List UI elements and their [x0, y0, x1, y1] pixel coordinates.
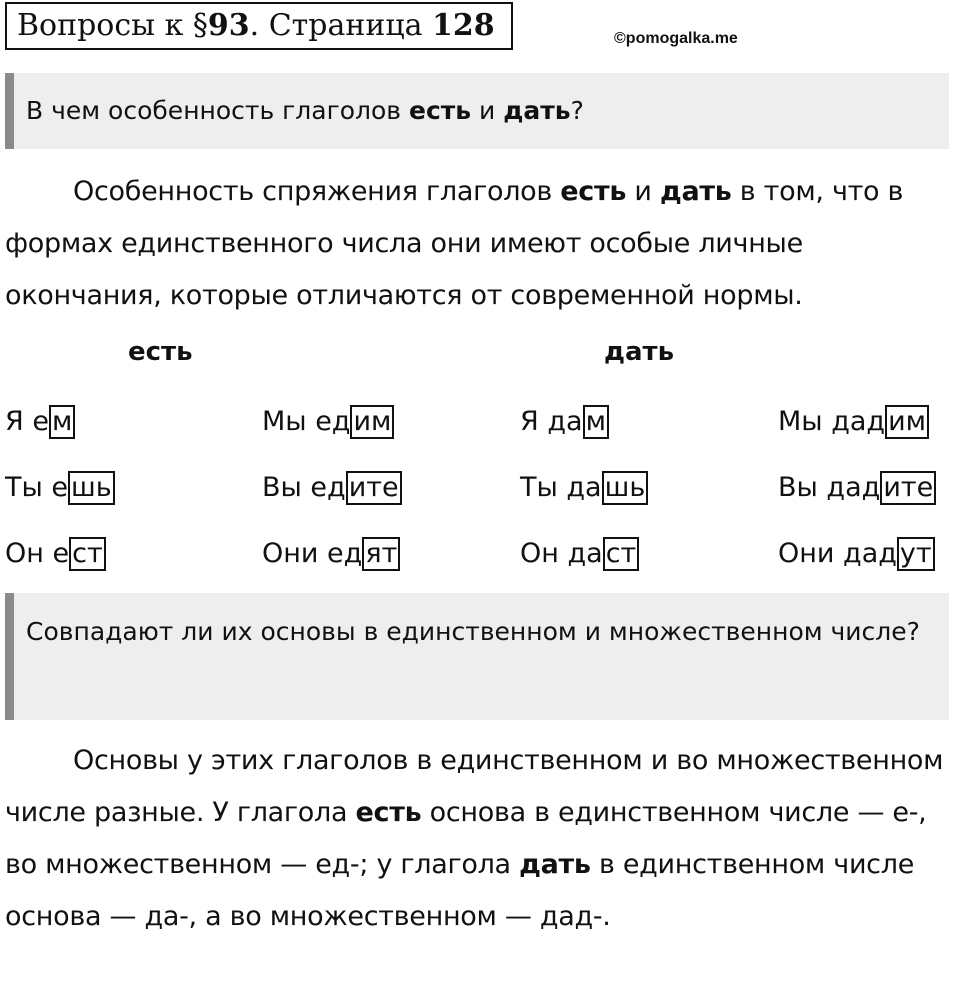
conj-ending: ст [69, 537, 106, 571]
q1-bold-1: есть [408, 96, 472, 125]
conj-stem: Мы ед [262, 406, 351, 437]
conj-cell [262, 470, 402, 506]
conj-ending: ите [880, 471, 936, 505]
conj-cell [5, 470, 115, 506]
a2-text-2: основа в единственном числе — е-, во множественном — ед-; у глагола [5, 797, 927, 880]
conj-ending: ят [362, 537, 400, 571]
question-1 [5, 73, 949, 149]
header-mid: . Страница [249, 8, 433, 43]
conj-cell [778, 470, 936, 506]
conj-ending: им [885, 405, 929, 439]
conj-cell [262, 404, 394, 440]
conj-stem: Вы дад [778, 472, 881, 503]
a1-bold-1: есть [560, 176, 627, 207]
conj-cell [520, 470, 648, 506]
header-section: 93 [207, 8, 250, 43]
conj-stem: Он да [520, 538, 603, 569]
site-watermark: ©pomogalka.me [614, 30, 738, 47]
conj-cell [5, 536, 106, 572]
conj-cell [262, 536, 400, 572]
conj-ending: м [583, 405, 609, 439]
a2-bold-1: есть [355, 797, 422, 828]
conj-cell [520, 536, 639, 572]
conj-heading-left: есть [128, 337, 193, 367]
a1-text-1: Особенность спряжения глаголов [73, 176, 561, 207]
conj-stem: Они дад [778, 538, 897, 569]
header-page: 128 [432, 8, 495, 43]
a1-bold-2: дать [659, 176, 732, 207]
conj-cell [520, 404, 609, 440]
conj-ending: ут [897, 537, 935, 571]
conj-ending: ст [603, 537, 640, 571]
conj-stem: Ты е [5, 472, 69, 503]
conj-ending: м [49, 405, 75, 439]
a2-text-1: Основы у этих глаголов в единственном и во множественном числе разные. У глагола [5, 745, 944, 828]
conj-cell [778, 536, 935, 572]
q1-bold-2: дать [503, 96, 571, 125]
q1-text-c: и [471, 96, 504, 125]
page-header [5, 2, 513, 50]
conj-ending: им [350, 405, 394, 439]
conj-ending: ите [346, 471, 402, 505]
conj-stem: Я е [5, 406, 49, 437]
a2-bold-2: дать [519, 849, 591, 880]
conj-stem: Вы ед [262, 472, 346, 503]
conj-stem: Ты да [520, 472, 602, 503]
conj-cell [778, 404, 929, 440]
q1-text-d: ? [570, 96, 584, 125]
conj-stem: Я да [520, 406, 583, 437]
conj-stem: Он е [5, 538, 70, 569]
question-2: Совпадают ли их основы в единственном и множественном числе? [5, 593, 949, 720]
answer-1 [5, 166, 955, 322]
conj-stem: Они ед [262, 538, 363, 569]
conj-heading-right: дать [604, 337, 675, 367]
a1-text-2: и [626, 176, 660, 207]
conj-cell [5, 404, 75, 440]
a1-text-3: в том, что в формах единственного числа они имеют особые личные окончания, которые отличаются от современной нормы. [5, 176, 904, 311]
conj-stem: Мы дад [778, 406, 886, 437]
a2-text-3: в единственном числе основа — да-, а во множественном — дад-. [5, 849, 914, 932]
conj-ending: шь [68, 471, 115, 505]
conj-ending: шь [602, 471, 649, 505]
q1-text-a: В чем особенность глаголов [26, 96, 409, 125]
header-prefix: Вопросы к § [17, 8, 208, 43]
answer-2 [5, 735, 955, 943]
